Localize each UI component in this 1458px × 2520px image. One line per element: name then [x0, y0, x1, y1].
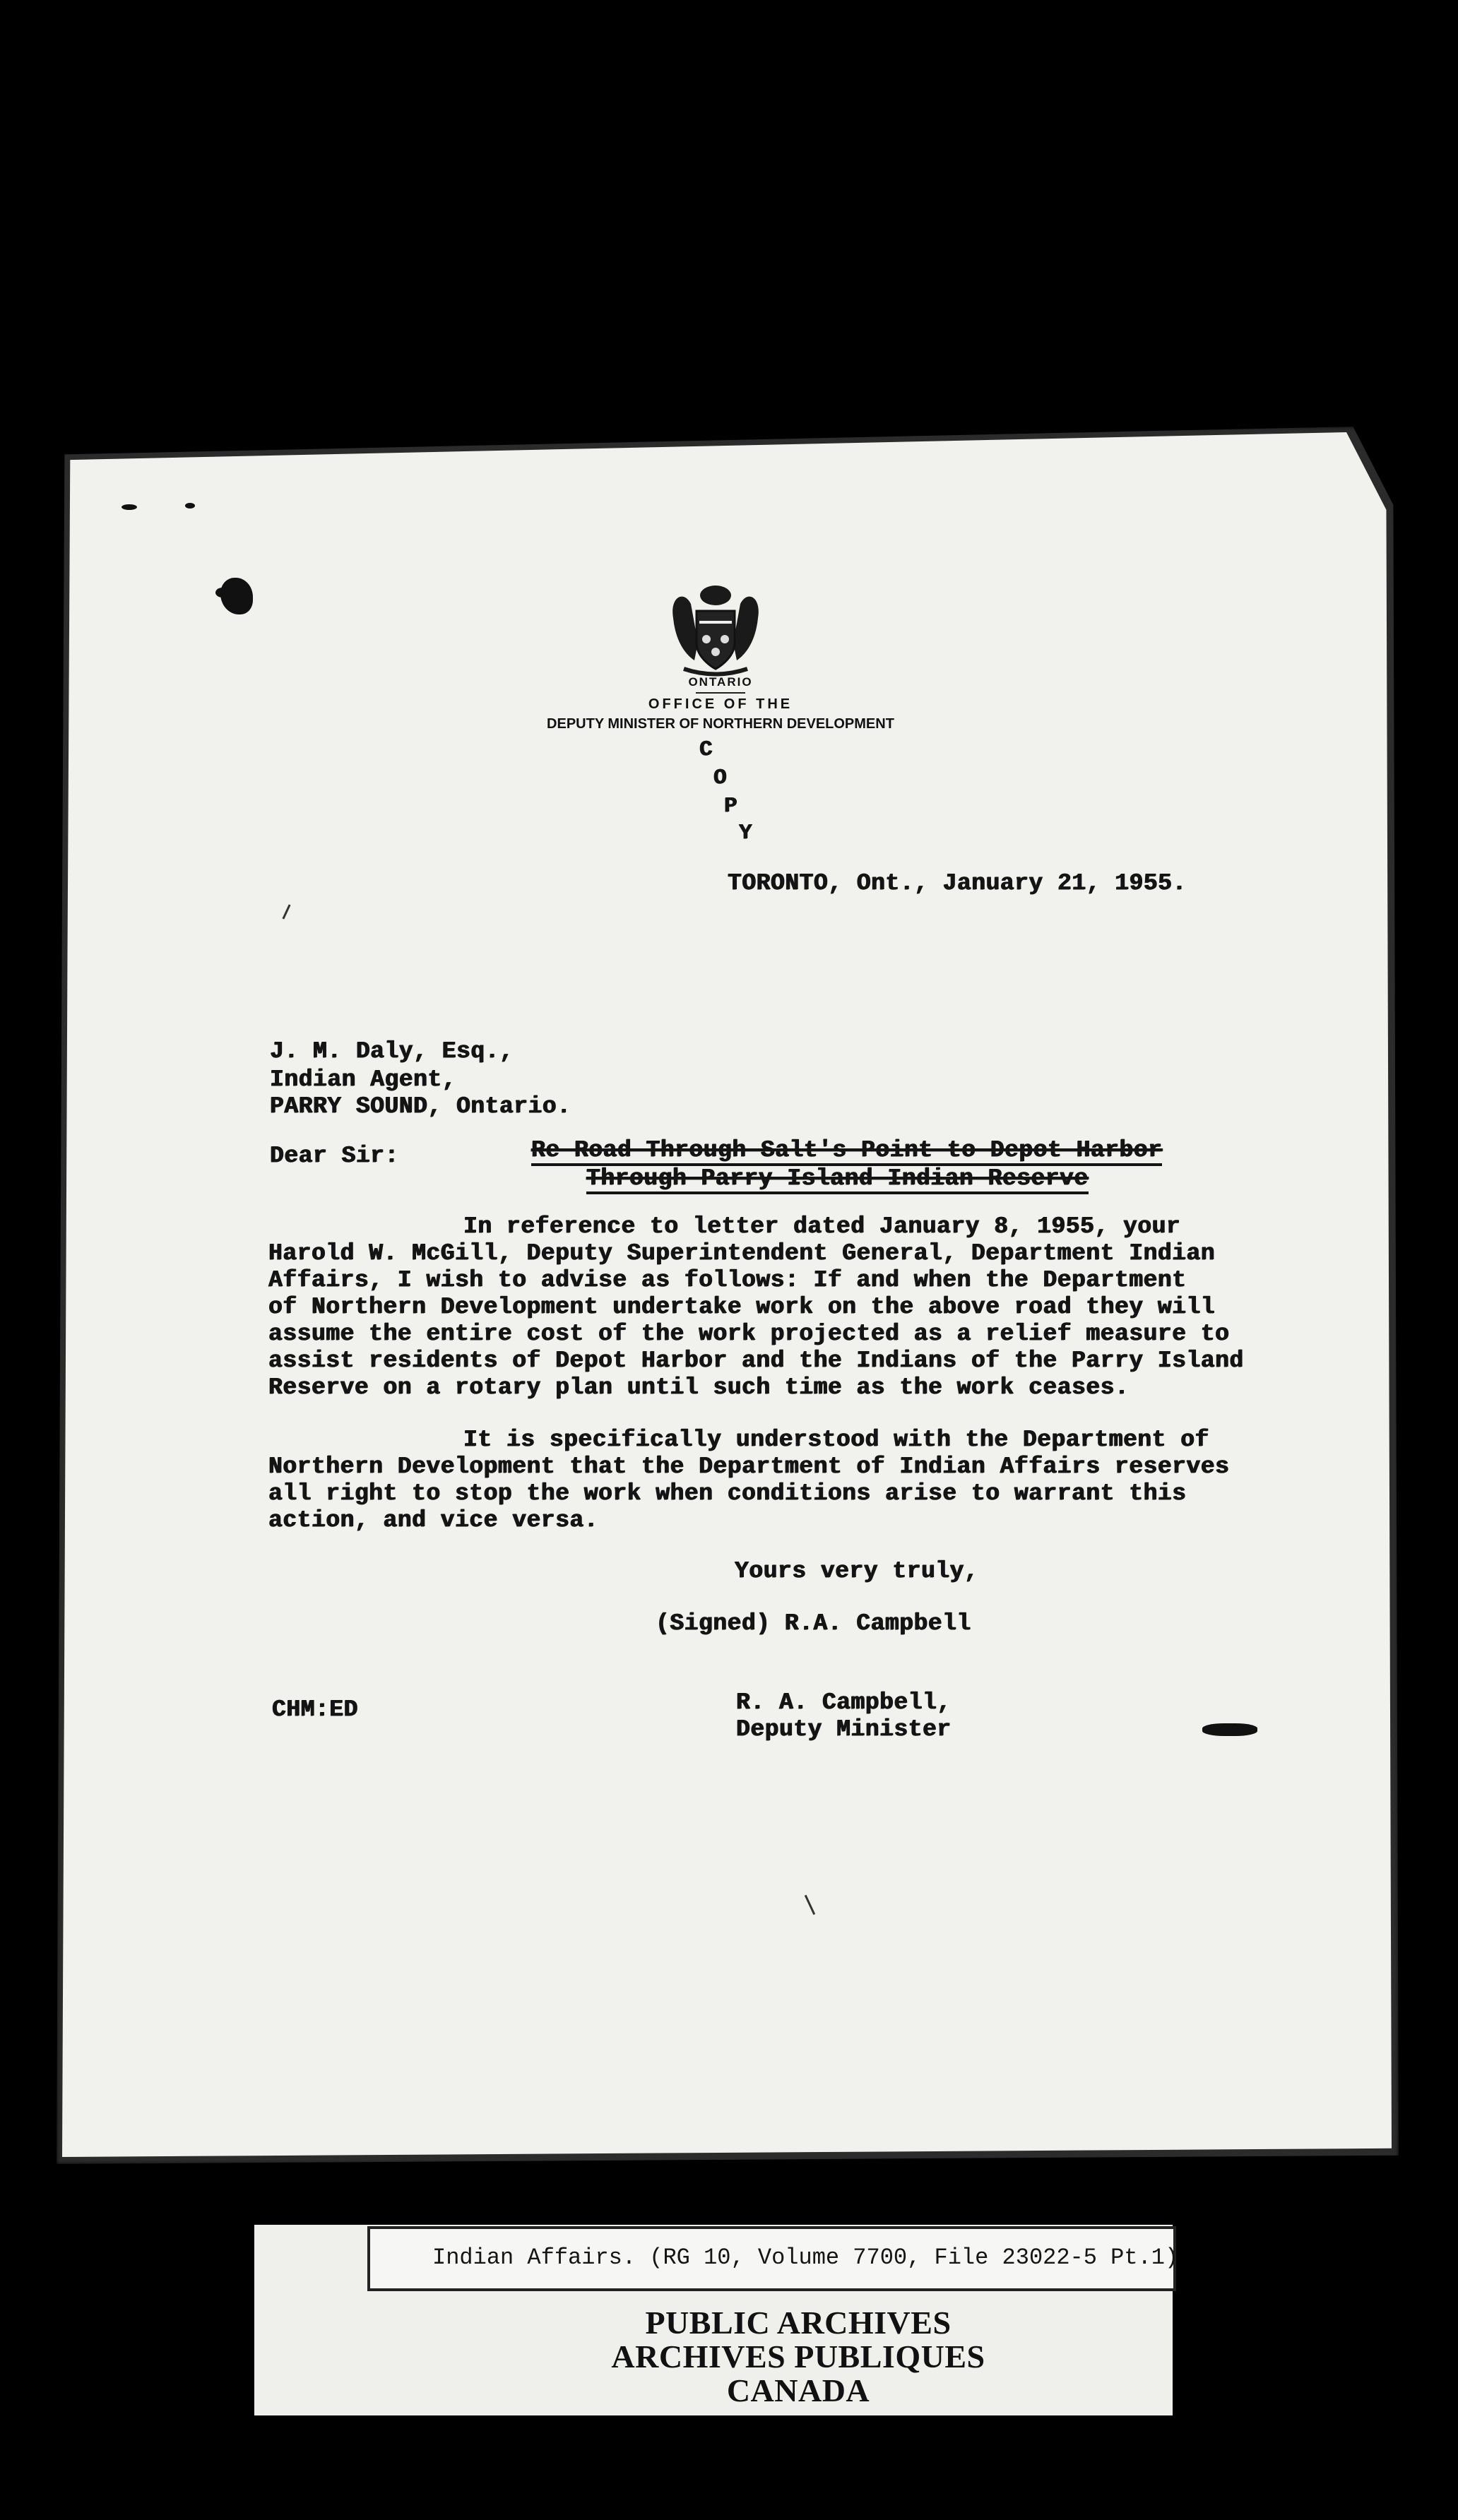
addressee-title: Indian Agent,	[270, 1066, 456, 1093]
paragraph-1-line: Reserve on a rotary plan until such time as the work ceases.	[268, 1374, 1130, 1401]
letterhead-office: OFFICE OF THE	[648, 696, 793, 712]
date-line: TORONTO, Ont., January 21, 1955.	[728, 870, 1187, 896]
salutation: Dear Sir:	[270, 1143, 399, 1169]
paragraph-1-line: In reference to letter dated January 8, 1955, your	[463, 1213, 1181, 1240]
paragraph-1-line: Affairs, I wish to advise as follows: If and when the Department	[268, 1267, 1187, 1293]
paragraph-1-line: assist residents of Depot Harbor and the Indians of the Parry Island	[268, 1348, 1244, 1374]
signatory-title: Deputy Minister	[736, 1716, 952, 1742]
signatory-name: R. A. Campbell,	[736, 1689, 952, 1716]
letterhead-rule	[696, 692, 745, 694]
paragraph-2-line: It is specifically understood with the Department of	[463, 1427, 1209, 1453]
ink-blot	[215, 588, 230, 598]
typist-initials: CHM:ED	[272, 1696, 358, 1723]
subject-line-1: Re Road Through Salt's Point to Depot Harbor	[531, 1137, 1162, 1166]
copy-mark-y: Y	[739, 821, 753, 845]
ink-speck	[1202, 1723, 1257, 1736]
archive-country: CANADA	[726, 2372, 870, 2408]
letterhead-province: ONTARIO	[688, 675, 753, 689]
copy-mark-c: C	[699, 737, 713, 762]
paragraph-2-line: action, and vice versa.	[268, 1507, 598, 1533]
paragraph-2-line: all right to stop the work when conditions arise to warrant this	[268, 1480, 1187, 1506]
closing: Yours very truly,	[735, 1558, 979, 1584]
paragraph-1-line: Harold W. McGill, Deputy Superintendent General, Department Indian	[268, 1240, 1216, 1266]
addressee-place: PARRY SOUND, Ontario.	[270, 1093, 571, 1119]
addressee-name: J. M. Daly, Esq.,	[270, 1038, 514, 1064]
ink-speck	[185, 503, 195, 509]
copy-mark-o: O	[713, 766, 728, 790]
archive-name-fr: ARCHIVES PUBLIQUES	[611, 2338, 985, 2375]
signed-line: (Signed) R.A. Campbell	[656, 1610, 971, 1636]
paragraph-1-line: of Northern Development undertake work on the above road they will	[268, 1294, 1216, 1320]
paragraph-1-line: assume the entire cost of the work projected as a relief measure to	[268, 1321, 1230, 1347]
ink-speck	[122, 504, 137, 510]
subject-line-2: Through Parry Island Indian Reserve	[586, 1165, 1089, 1194]
coat-of-arms-icon	[663, 576, 769, 682]
letterhead-department: DEPUTY MINISTER OF NORTHERN DEVELOPMENT	[547, 716, 894, 732]
copy-mark-p: P	[724, 794, 738, 819]
paragraph-2-line: Northern Development that the Department of Indian Affairs reserves	[268, 1454, 1230, 1480]
archive-reference: Indian Affairs. (RG 10, Volume 7700, File 23022-5 Pt.1)	[432, 2245, 1179, 2271]
archive-name-en: PUBLIC ARCHIVES	[645, 2305, 952, 2341]
